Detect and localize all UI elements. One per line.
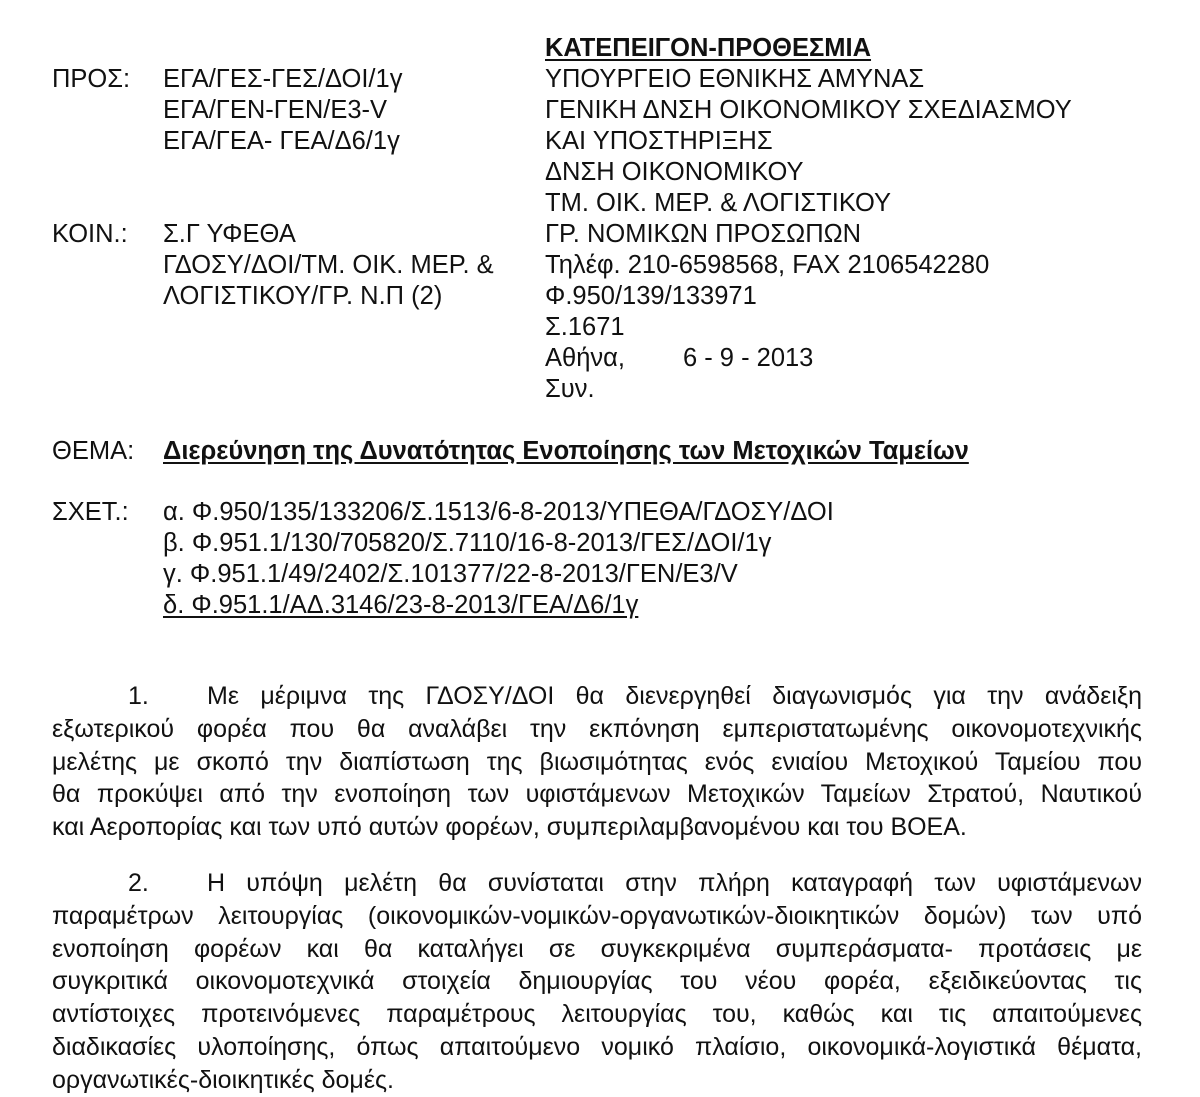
- paragraph-line: μελέτης με σκοπό την διαπίστωση της βιωσιμότητας ενός ενιαίου Μετοχικού Ταμείου που: [52, 747, 1142, 776]
- references-label: ΣΧΕΤ.:: [52, 498, 129, 526]
- reference-item: β. Φ.951.1/130/705820/Σ.7110/16-8-2013/ΓΕΣ/ΔΟΙ/1γ: [163, 529, 772, 557]
- paragraph-line: θα προκύψει από την ενοποίηση των υφιστάμενων Μετοχικών Ταμείων Στρατού, Ναυτικού: [52, 780, 1142, 809]
- paragraph-line: συγκριτικά οικονομοτεχνικά στοιχεία δημιουργίας του νέου φορέα, εξειδικεύοντας τις: [52, 967, 1142, 996]
- paragraph-number: 1.: [128, 682, 149, 710]
- paragraph-first-line: [128, 867, 1142, 900]
- paragraph-number: 2.: [128, 869, 149, 897]
- copy-line: ΓΔΟΣΥ/ΔΟΙ/ΤΜ. ΟΙΚ. ΜΕΡ. &: [163, 251, 494, 279]
- sender-line: ΤΜ. ΟΙΚ. ΜΕΡ. & ΛΟΓΙΣΤΙΚΟΥ: [545, 189, 892, 217]
- subject-label: ΘΕΜΑ:: [52, 437, 135, 465]
- sender-line: ΥΠΟΥΡΓΕΙΟ ΕΘΝΙΚΗΣ ΑΜΥΝΑΣ: [545, 65, 925, 93]
- phone-fax-line: Τηλέφ. 210-6598568, FAX 2106542280: [545, 251, 990, 279]
- paragraph-line-text: Η υπόψη μελέτη θα συνίσταται στην πλήρη καταγραφή των υφιστάμενων: [207, 869, 1142, 897]
- sender-line: ΔΝΣΗ ΟΙΚΟΝΟΜΙΚΟΥ: [545, 158, 804, 186]
- recipients-label: ΠΡΟΣ:: [52, 65, 131, 93]
- recipient-line: ΕΓΑ/ΓΕΑ- ΓΕΑ/Δ6/1γ: [163, 127, 400, 155]
- sender-block: [545, 64, 1072, 405]
- attachments-line: Συν.: [545, 375, 595, 403]
- references-list: [163, 497, 834, 621]
- copy-line: ΛΟΓΙΣΤΙΚΟΥ/ΓΡ. Ν.Π (2): [163, 282, 443, 310]
- copy-line: Σ.Γ ΥΦΕΘΑ: [163, 220, 296, 248]
- reference-item: δ. Φ.951.1/ΑΔ.3146/23-8-2013/ΓΕΑ/Δ6/1γ: [163, 591, 639, 619]
- place-text: Αθήνα,: [545, 344, 625, 372]
- protocol-number-line: Σ.1671: [545, 313, 625, 341]
- urgent-heading: ΚΑΤΕΠΕΙΓΟΝ-ΠΡΟΘΕΣΜΙΑ: [545, 34, 872, 62]
- copies-list: [163, 219, 494, 312]
- date-text: 6 - 9 - 2013: [682, 344, 814, 372]
- recipient-line: ΕΓΑ/ΓΕΣ-ΓΕΣ/ΔΟΙ/1γ: [163, 65, 403, 93]
- sender-line: ΓΕΝΙΚΗ ΔΝΣΗ ΟΙΚΟΝΟΜΙΚΟΥ ΣΧΕΔΙΑΣΜΟΥ: [545, 96, 1072, 124]
- place-date-line: [545, 343, 1072, 374]
- paragraph-line: αντίστοιχες προτεινόμενες παραμέτρους λειτουργίας του, καθώς και τις απαιτούμενες: [52, 1000, 1142, 1029]
- recipients-list: [163, 64, 402, 157]
- paragraph-2: [52, 867, 1142, 1097]
- paragraph-line: και Αεροπορίας και των υπό αυτών φορέων, συμπεριλαμβανομένου και του ΒΟΕΑ.: [52, 813, 967, 842]
- paragraph-line: ενοποίηση φορέων και θα καταλήγει σε συγκεκριμένα συμπεράσματα- προτάσεις με: [52, 934, 1142, 963]
- reference-item: γ. Φ.951.1/49/2402/Σ.101377/22-8-2013/ΓΕΝ/Ε3/V: [163, 560, 738, 588]
- paragraph-line: παραμέτρων λειτουργίας (οικονομικών-νομικών-οργανωτικών-διοικητικών δομών) των υπό: [52, 901, 1142, 930]
- sender-line: ΚΑΙ ΥΠΟΣΤΗΡΙΞΗΣ: [545, 127, 773, 155]
- sender-line: ΓΡ. ΝΟΜΙΚΩΝ ΠΡΟΣΩΠΩΝ: [545, 220, 862, 248]
- subject-text: Διερεύνηση της Δυνατότητας Ενοποίησης των Μετοχικών Ταμείων: [163, 437, 969, 465]
- recipient-line: ΕΓΑ/ΓΕΝ-ΓΕΝ/Ε3-V: [163, 96, 388, 124]
- paragraph-line: οργανωτικές-διοικητικές δομές.: [52, 1065, 394, 1094]
- paragraph-first-line: [128, 680, 1142, 713]
- copies-label: ΚΟΙΝ.:: [52, 220, 128, 248]
- paragraph-line: εξωτερικού φορέα που θα αναλάβει την εκπόνηση εμπεριστατωμένης οικονομοτεχνικής: [52, 714, 1142, 743]
- reference-item: α. Φ.950/135/133206/Σ.1513/6-8-2013/ΥΠΕΘΑ/ΓΔΟΣΥ/ΔΟΙ: [163, 498, 834, 526]
- paragraph-line: διαδικασίες υλοποίησης, όπως απαιτούμενο νομικό πλαίσιο, οικονομικά-λογιστικά θέματα,: [52, 1032, 1142, 1061]
- file-number-line: Φ.950/139/133971: [545, 282, 757, 310]
- paragraph-1: [52, 680, 1142, 844]
- paragraph-line-text: Με μέριμνα της ΓΔΟΣΥ/ΔΟΙ θα διενεργηθεί διαγωνισμός για την ανάδειξη: [207, 682, 1142, 710]
